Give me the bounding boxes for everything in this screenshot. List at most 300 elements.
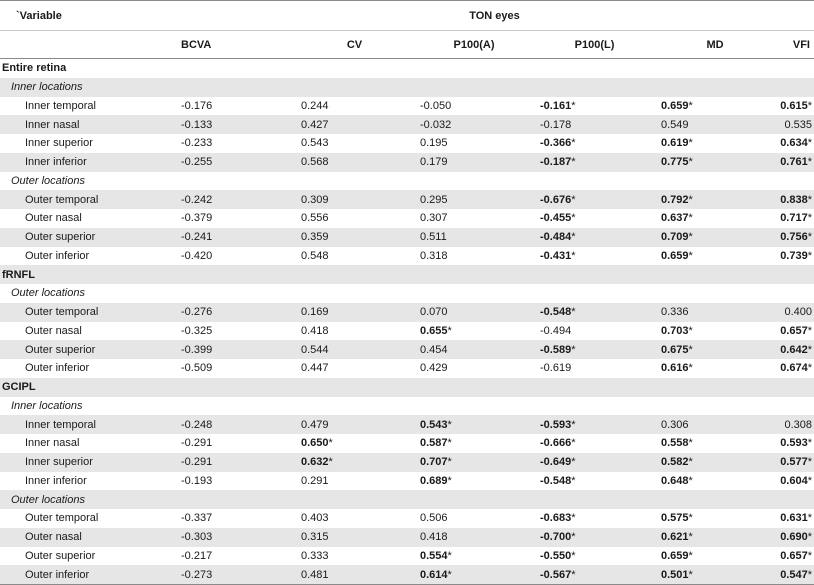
cell-bcva — [175, 100, 295, 112]
cell-value: -0.666 — [540, 437, 572, 450]
cell-value: 0.621 — [661, 531, 689, 544]
cell-value: 0.548 — [301, 249, 329, 262]
significance-marker: * — [571, 137, 576, 150]
significance-marker: * — [807, 156, 812, 169]
cell-cv — [295, 362, 414, 374]
cell-md — [655, 194, 775, 206]
table-row — [0, 247, 814, 266]
cell-value: 0.616 — [661, 362, 689, 375]
cell-value: 0.543 — [301, 137, 329, 150]
cell-vfi — [775, 325, 814, 337]
cell-p100a — [414, 119, 534, 131]
table-row — [0, 415, 814, 434]
cell-value: 0.359 — [301, 231, 329, 244]
cell-value: 0.689 — [420, 474, 448, 487]
cell-value: 0.675 — [661, 343, 689, 356]
cell-p100l — [534, 475, 655, 487]
cell-value: 0.707 — [420, 456, 448, 469]
subsection-row — [0, 172, 814, 191]
variable-header: `Variable — [16, 9, 62, 22]
cell-md — [655, 475, 775, 487]
cell-value: 0.547 — [780, 568, 808, 581]
subsection-label: Inner locations — [11, 81, 83, 94]
significance-marker: * — [447, 324, 452, 337]
cell-value: 0.481 — [301, 568, 329, 581]
cell-value: -0.484 — [540, 231, 572, 244]
cell-value: -0.193 — [181, 474, 213, 487]
significance-marker: * — [447, 474, 452, 487]
cell-bcva — [175, 194, 295, 206]
cell-value: -0.700 — [540, 531, 572, 544]
cell-value: 0.295 — [420, 193, 448, 206]
row-label: Inner inferior — [25, 156, 87, 169]
cell-bcva — [175, 306, 295, 318]
significance-marker: * — [807, 456, 812, 469]
significance-marker: * — [571, 249, 576, 262]
cell-value: -0.233 — [181, 137, 213, 150]
cell-vfi — [775, 344, 814, 356]
table-row — [0, 209, 814, 228]
cell-p100l — [534, 550, 655, 562]
section-row — [0, 265, 814, 284]
cell-p100a — [414, 194, 534, 206]
cell-p100l — [534, 194, 655, 206]
cell-cv — [295, 325, 414, 337]
cell-value: -0.325 — [181, 324, 213, 337]
row-label: Inner temporal — [25, 99, 96, 112]
cell-value: 0.309 — [301, 193, 329, 206]
cell-value: 0.535 — [784, 118, 812, 131]
cell-value: 0.593 — [780, 437, 808, 450]
significance-marker: * — [571, 474, 576, 487]
table-body — [0, 59, 814, 585]
cell-value: 0.447 — [301, 362, 329, 375]
cell-value: 0.427 — [301, 118, 329, 131]
cell-cv — [295, 137, 414, 149]
significance-marker: * — [807, 193, 812, 206]
cell-bcva — [175, 512, 295, 524]
significance-marker: * — [571, 231, 576, 244]
cell-p100a — [414, 456, 534, 468]
significance-marker: * — [571, 193, 576, 206]
significance-marker: * — [571, 99, 576, 112]
cell-cv — [295, 456, 414, 468]
cell-md — [655, 512, 775, 524]
table-row — [0, 340, 814, 359]
cell-cv — [295, 419, 414, 431]
cell-value: 0.642 — [780, 343, 808, 356]
cell-vfi — [775, 419, 814, 431]
significance-marker: * — [807, 212, 812, 225]
cell-value: 0.501 — [661, 568, 689, 581]
cell-bcva — [175, 325, 295, 337]
cell-p100l — [534, 212, 655, 224]
row-label: Outer superior — [25, 231, 96, 244]
cell-md — [655, 231, 775, 243]
significance-marker: * — [688, 231, 693, 244]
cell-cv — [295, 119, 414, 131]
cell-p100l — [534, 250, 655, 262]
significance-marker: * — [807, 343, 812, 356]
cell-vfi — [775, 362, 814, 374]
significance-marker: * — [688, 362, 693, 375]
cell-value: 0.582 — [661, 456, 689, 469]
cell-value: 0.756 — [780, 231, 808, 244]
significance-marker: * — [688, 512, 693, 525]
subsection-label: Inner locations — [11, 399, 83, 412]
cell-p100a — [414, 475, 534, 487]
subsection-row — [0, 397, 814, 416]
row-label: Outer nasal — [25, 212, 82, 225]
cell-vfi — [775, 437, 814, 449]
cell-value: -0.589 — [540, 343, 572, 356]
cell-p100a — [414, 250, 534, 262]
cell-cv — [295, 475, 414, 487]
cell-cv — [295, 306, 414, 318]
cell-p100a — [414, 156, 534, 168]
cell-md — [655, 362, 775, 374]
cell-value: 0.308 — [784, 418, 812, 431]
cell-vfi — [775, 550, 814, 562]
section-row — [0, 59, 814, 78]
table-row — [0, 322, 814, 341]
table-row — [0, 528, 814, 547]
cell-value: -0.494 — [540, 324, 572, 337]
cell-value: 0.418 — [301, 324, 329, 337]
table-row — [0, 228, 814, 247]
cell-cv — [295, 231, 414, 243]
cell-value: 0.568 — [301, 156, 329, 169]
cell-value: 0.659 — [661, 549, 689, 562]
cell-p100a — [414, 344, 534, 356]
significance-marker: * — [447, 549, 452, 562]
cell-bcva — [175, 550, 295, 562]
significance-marker: * — [807, 137, 812, 150]
table-row — [0, 509, 814, 528]
cell-value: 0.761 — [780, 156, 808, 169]
significance-marker: * — [571, 418, 576, 431]
cell-value: -0.255 — [181, 156, 213, 169]
subsection-row — [0, 78, 814, 97]
cell-value: 0.631 — [780, 512, 808, 525]
significance-marker: * — [688, 474, 693, 487]
cell-p100a — [414, 419, 534, 431]
cell-bcva — [175, 569, 295, 581]
cell-value: -0.379 — [181, 212, 213, 225]
significance-marker: * — [807, 568, 812, 581]
cell-value: 0.070 — [420, 306, 448, 319]
cell-value: 0.558 — [661, 437, 689, 450]
cell-p100l — [534, 419, 655, 431]
cell-value: 0.306 — [661, 418, 689, 431]
cell-cv — [295, 531, 414, 543]
cell-value: 0.604 — [780, 474, 808, 487]
significance-marker: * — [807, 474, 812, 487]
cell-p100a — [414, 100, 534, 112]
significance-marker: * — [688, 568, 693, 581]
cell-value: -0.178 — [540, 118, 572, 131]
significance-marker: * — [447, 437, 452, 450]
cell-value: 0.587 — [420, 437, 448, 450]
cell-cv — [295, 512, 414, 524]
cell-value: 0.634 — [780, 137, 808, 150]
significance-marker: * — [688, 549, 693, 562]
cell-md — [655, 456, 775, 468]
cell-md — [655, 569, 775, 581]
cell-value: 0.318 — [420, 249, 448, 262]
cell-vfi — [775, 456, 814, 468]
subsection-row — [0, 284, 814, 303]
significance-marker: * — [571, 343, 576, 356]
cell-bcva — [175, 437, 295, 449]
cell-cv — [295, 250, 414, 262]
cell-bcva — [175, 231, 295, 243]
cell-value: 0.544 — [301, 343, 329, 356]
cell-vfi — [775, 531, 814, 543]
cell-value: 0.336 — [661, 306, 689, 319]
cell-value: 0.577 — [780, 456, 808, 469]
table-header-top — [0, 1, 814, 31]
cell-value: -0.176 — [181, 99, 213, 112]
cell-md — [655, 437, 775, 449]
significance-marker: * — [447, 568, 452, 581]
cell-value: 0.674 — [780, 362, 808, 375]
cell-value: -0.431 — [540, 249, 572, 262]
cell-value: 0.429 — [420, 362, 448, 375]
cell-value: -0.242 — [181, 193, 213, 206]
cell-value: -0.248 — [181, 418, 213, 431]
cell-value: 0.775 — [661, 156, 689, 169]
row-label: Inner superior — [25, 137, 93, 150]
cell-value: 0.307 — [420, 212, 448, 225]
cell-value: 0.169 — [301, 306, 329, 319]
cell-value: 0.556 — [301, 212, 329, 225]
cell-cv — [295, 550, 414, 562]
significance-marker: * — [807, 437, 812, 450]
cell-md — [655, 419, 775, 431]
significance-marker: * — [807, 512, 812, 525]
table-row — [0, 565, 814, 585]
cell-md — [655, 550, 775, 562]
cell-value: 0.614 — [420, 568, 448, 581]
cell-cv — [295, 569, 414, 581]
cell-value: 0.657 — [780, 324, 808, 337]
cell-value: 0.703 — [661, 324, 689, 337]
cell-p100a — [414, 212, 534, 224]
cell-bcva — [175, 119, 295, 131]
cell-value: 0.615 — [780, 99, 808, 112]
cell-value: -0.593 — [540, 418, 572, 431]
cell-p100a — [414, 437, 534, 449]
cell-p100a — [414, 531, 534, 543]
cell-value: -0.217 — [181, 549, 213, 562]
row-label: Inner inferior — [25, 474, 87, 487]
significance-marker: * — [571, 156, 576, 169]
table-row — [0, 359, 814, 378]
cell-value: 0.575 — [661, 512, 689, 525]
subsection-label: Outer locations — [11, 174, 85, 187]
significance-marker: * — [688, 343, 693, 356]
significance-marker: * — [571, 306, 576, 319]
cell-value: 0.739 — [780, 249, 808, 262]
cell-value: -0.161 — [540, 99, 572, 112]
cell-value: 0.195 — [420, 137, 448, 150]
cell-vfi — [775, 194, 814, 206]
cell-value: 0.315 — [301, 531, 329, 544]
table-row — [0, 453, 814, 472]
cell-md — [655, 306, 775, 318]
cell-value: 0.418 — [420, 531, 448, 544]
column-header-md: MD — [706, 38, 724, 51]
significance-marker: * — [328, 437, 333, 450]
section-label: GCIPL — [2, 381, 36, 394]
table-row — [0, 547, 814, 566]
cell-value: -0.032 — [420, 118, 452, 131]
cell-value: -0.619 — [540, 362, 572, 375]
cell-value: 0.549 — [661, 118, 689, 131]
cell-value: -0.399 — [181, 343, 213, 356]
section-row — [0, 378, 814, 397]
cell-md — [655, 325, 775, 337]
significance-marker: * — [447, 418, 452, 431]
cell-value: 0.637 — [661, 212, 689, 225]
significance-marker: * — [688, 137, 693, 150]
section-label: Entire retina — [2, 62, 67, 75]
significance-marker: * — [688, 193, 693, 206]
cell-md — [655, 137, 775, 149]
cell-p100a — [414, 325, 534, 337]
significance-marker: * — [807, 231, 812, 244]
table-row — [0, 190, 814, 209]
cell-cv — [295, 212, 414, 224]
cell-value: -0.676 — [540, 193, 572, 206]
cell-value: 0.717 — [780, 212, 808, 225]
cell-vfi — [775, 306, 814, 318]
cell-p100l — [534, 344, 655, 356]
table-row — [0, 115, 814, 134]
cell-value: -0.649 — [540, 456, 572, 469]
cell-vfi — [775, 250, 814, 262]
cell-value: -0.337 — [181, 512, 213, 525]
cell-value: 0.179 — [420, 156, 448, 169]
cell-p100l — [534, 512, 655, 524]
significance-marker: * — [688, 456, 693, 469]
table-row — [0, 434, 814, 453]
significance-marker: * — [571, 549, 576, 562]
cell-value: 0.543 — [420, 418, 448, 431]
significance-marker: * — [807, 531, 812, 544]
cell-value: -0.455 — [540, 212, 572, 225]
row-label: Outer superior — [25, 549, 96, 562]
cell-value: -0.366 — [540, 137, 572, 150]
cell-vfi — [775, 231, 814, 243]
cell-bcva — [175, 475, 295, 487]
cell-value: 0.244 — [301, 99, 329, 112]
row-label: Outer inferior — [25, 249, 90, 262]
cell-value: 0.690 — [780, 531, 808, 544]
row-label: Outer superior — [25, 343, 96, 356]
row-label: Inner superior — [25, 456, 93, 469]
cell-bcva — [175, 137, 295, 149]
cell-bcva — [175, 156, 295, 168]
cell-cv — [295, 194, 414, 206]
cell-value: -0.550 — [540, 549, 572, 562]
cell-vfi — [775, 156, 814, 168]
cell-value: -0.291 — [181, 437, 213, 450]
table-row — [0, 472, 814, 491]
cell-value: 0.632 — [301, 456, 329, 469]
cell-value: 0.511 — [420, 231, 447, 244]
cell-value: 0.403 — [301, 512, 329, 525]
row-label: Outer inferior — [25, 568, 90, 581]
table-row — [0, 134, 814, 153]
cell-value: 0.554 — [420, 549, 448, 562]
cell-value: -0.303 — [181, 531, 213, 544]
row-label: Outer inferior — [25, 362, 90, 375]
cell-md — [655, 119, 775, 131]
cell-p100l — [534, 231, 655, 243]
cell-value: -0.291 — [181, 456, 213, 469]
significance-marker: * — [688, 212, 693, 225]
significance-marker: * — [328, 456, 333, 469]
cell-bcva — [175, 250, 295, 262]
cell-p100l — [534, 456, 655, 468]
cell-value: 0.333 — [301, 549, 329, 562]
cell-value: 0.650 — [301, 437, 329, 450]
cell-value: 0.479 — [301, 418, 329, 431]
cell-value: 0.709 — [661, 231, 689, 244]
cell-value: 0.838 — [780, 193, 808, 206]
column-header-bcva: BCVA — [181, 38, 212, 51]
cell-md — [655, 100, 775, 112]
cell-p100l — [534, 437, 655, 449]
cell-value: -0.683 — [540, 512, 572, 525]
row-label: Inner nasal — [25, 118, 80, 131]
subsection-row — [0, 490, 814, 509]
cell-value: -0.509 — [181, 362, 213, 375]
section-label: fRNFL — [2, 268, 35, 281]
row-label: Outer nasal — [25, 324, 82, 337]
cell-md — [655, 344, 775, 356]
cell-value: 0.659 — [661, 99, 689, 112]
significance-marker: * — [571, 437, 576, 450]
cell-p100l — [534, 119, 655, 131]
cell-p100a — [414, 306, 534, 318]
cell-value: 0.792 — [661, 193, 689, 206]
cell-bcva — [175, 344, 295, 356]
cell-value: 0.655 — [420, 324, 448, 337]
row-label: Outer temporal — [25, 306, 99, 319]
cell-bcva — [175, 362, 295, 374]
significance-marker: * — [807, 362, 812, 375]
significance-marker: * — [807, 249, 812, 262]
cell-vfi — [775, 569, 814, 581]
significance-marker: * — [688, 324, 693, 337]
cell-p100l — [534, 306, 655, 318]
cell-value: 0.506 — [420, 512, 448, 525]
significance-marker: * — [807, 99, 812, 112]
cell-value: -0.548 — [540, 306, 572, 319]
significance-marker: * — [571, 456, 576, 469]
cell-value: 0.619 — [661, 137, 689, 150]
row-label: Outer temporal — [25, 512, 99, 525]
significance-marker: * — [571, 568, 576, 581]
significance-marker: * — [688, 437, 693, 450]
significance-marker: * — [807, 549, 812, 562]
cell-value: -0.276 — [181, 306, 213, 319]
significance-marker: * — [571, 212, 576, 225]
cell-value: -0.050 — [420, 99, 452, 112]
